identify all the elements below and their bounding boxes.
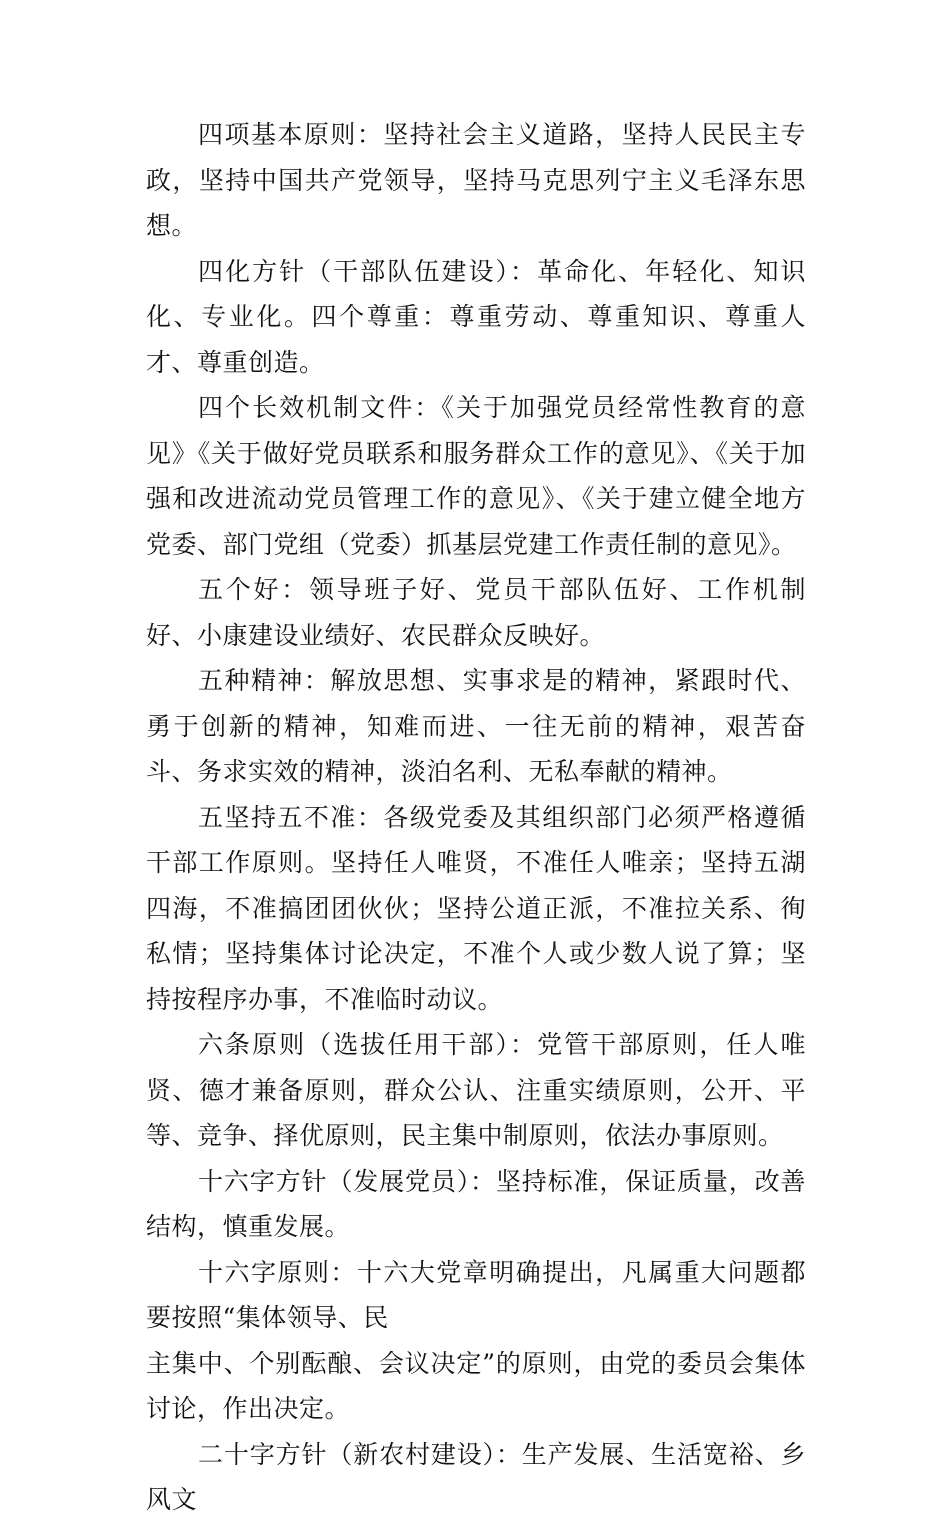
paragraph-sixteen-character-principle: 十六字原则：十六大党章明确提出，凡属重大问题都要按照“集体领导、民: [146, 1257, 806, 1332]
paragraph-sixteen-character-policy: 十六字方针（发展党员）：坚持标准，保证质量，改善结构，慎重发展。: [146, 1166, 806, 1241]
paragraph-five-adheres-five-prohibitions: 五坚持五不准：各级党委及其组织部门必须严格遵循干部工作原则。坚持任人唯贤，不准任人唯亲；坚持五湖四海，不准搞团团伙伙；坚持公道正派，不准拉关系、徇私情；坚持集体讨论决定，不准个人或少数人说了算；坚持按程序办事，不准临时动议。: [146, 802, 806, 1014]
paragraph-six-principles: 六条原则（选拔任用干部）：党管干部原则，任人唯贤、德才兼备原则，群众公认、注重实绩原则，公开、平等、竞争、择优原则，民主集中制原则，依法办事原则。: [146, 1030, 806, 1150]
document-page: [146, 112, 806, 1523]
paragraph-five-spirits: 五种精神：解放思想、实事求是的精神，紧跟时代、勇于创新的精神，知难而进、一往无前的精神，艰苦奋斗、务求实效的精神，淡泊名利、无私奉献的精神。: [146, 666, 806, 786]
paragraph-sixteen-character-principle-continued: 主集中、个别酝酿、会议决定”的原则，由党的委员会集体讨论，作出决定。: [146, 1348, 806, 1423]
paragraph-four-modernizations-policy: 四化方针（干部队伍建设）：革命化、年轻化、知识化、专业化。四个尊重：尊重劳动、尊重知识、尊重人才、尊重创造。: [146, 256, 806, 377]
paragraph-twenty-character-policy: 二十字方针（新农村建设）：生产发展、生活宽裕、乡风文: [146, 1439, 806, 1514]
paragraph-four-long-term-mechanisms: 四个长效机制文件：《关于加强党员经常性教育的意见》《关于做好党员联系和服务群众工作的意见》、《关于加强和改进流动党员管理工作的意见》、《关于建立健全地方党委、部门党组（党委）抓基层党建工作责任制的意见》。: [146, 393, 806, 559]
paragraph-five-goods: 五个好：领导班子好、党员干部队伍好、工作机制好、小康建设业绩好、农民群众反映好。: [146, 575, 806, 650]
paragraph-four-basic-principles: 四项基本原则：坚持社会主义道路，坚持人民民主专政，坚持中国共产党领导，坚持马克思列宁主义毛泽东思想。: [146, 120, 806, 240]
